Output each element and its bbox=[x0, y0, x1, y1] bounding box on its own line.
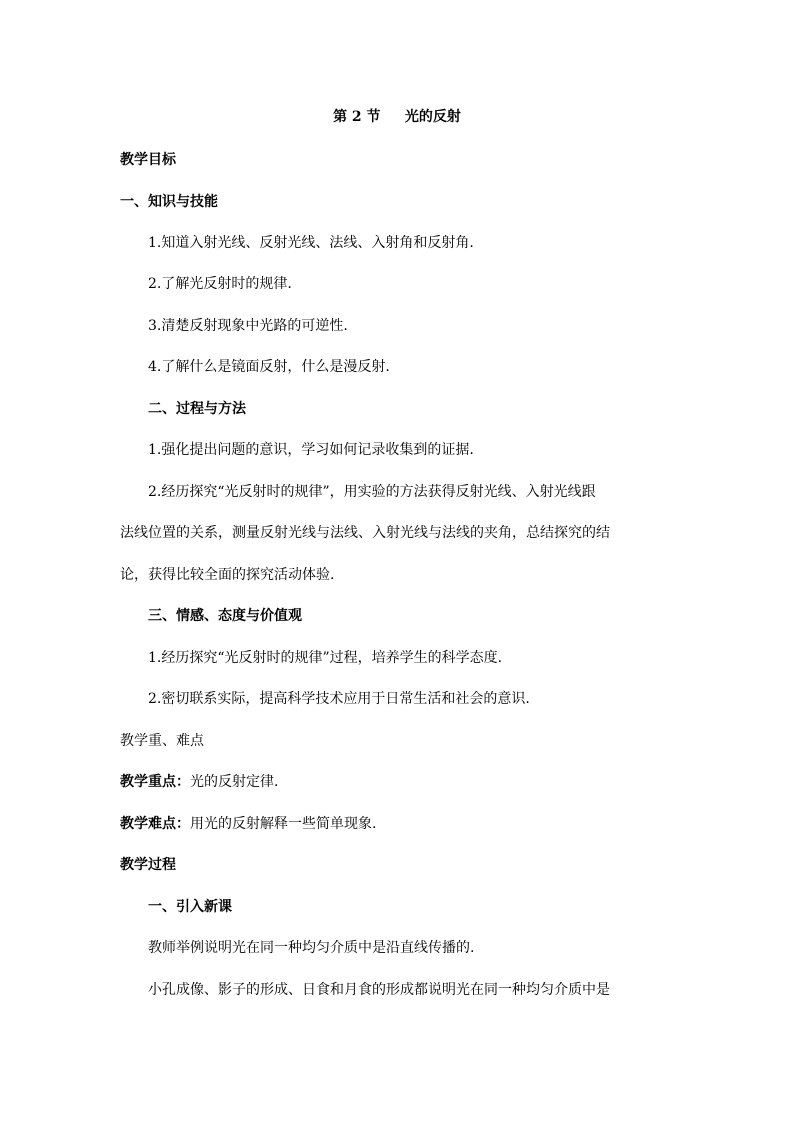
emotion-item-2: 2.密切联系实际，提高科学技术应用于日常生活和社会的意识. bbox=[148, 691, 530, 707]
difficulty-label: 教学难点： bbox=[120, 816, 190, 832]
intro-paragraph-1: 教师举例说明光在同一种均匀介质中是沿直线传播的. bbox=[148, 940, 475, 956]
heading-knowledge-skills: 一、知识与技能 bbox=[120, 194, 218, 210]
key-point-row bbox=[120, 772, 278, 792]
heading-process-methods: 二、过程与方法 bbox=[148, 401, 246, 417]
emotion-item-1: 1.经历探究“光反射时的规律”过程，培养学生的科学态度. bbox=[148, 650, 503, 666]
knowledge-item-4: 4.了解什么是镜面反射，什么是漫反射. bbox=[148, 359, 390, 375]
key-difficulty-heading: 教学重、难点 bbox=[120, 733, 204, 749]
process-item-2-line-2: 法线位置的关系，测量反射光线与法线、入射光线与法线的夹角，总结探究的结 bbox=[120, 525, 610, 541]
key-point-label: 教学重点： bbox=[120, 774, 190, 790]
difficulty-row bbox=[120, 814, 376, 834]
heading-emotion-values: 三、情感、态度与价值观 bbox=[148, 608, 302, 624]
knowledge-item-1: 1.知道入射光线、反射光线、法线、入射角和反射角. bbox=[148, 235, 474, 251]
section-heading-process: 教学过程 bbox=[120, 857, 176, 873]
key-point-text: 光的反射定律. bbox=[190, 774, 279, 790]
knowledge-item-3: 3.清楚反射现象中光路的可逆性. bbox=[148, 318, 348, 334]
section-heading-goals: 教学目标 bbox=[120, 152, 176, 168]
process-item-2-line-1: 2.经历探究“光反射时的规律”，用实验的方法获得反射光线、入射光线跟 bbox=[148, 484, 596, 500]
page-title: 第 2 节 光的反射 bbox=[333, 109, 461, 125]
heading-intro: 一、引入新课 bbox=[148, 899, 232, 915]
difficulty-text: 用光的反射解释一些简单现象. bbox=[190, 816, 377, 832]
process-item-2-line-3: 论，获得比较全面的探究活动体验. bbox=[120, 567, 335, 583]
knowledge-item-2: 2.了解光反射时的规律. bbox=[148, 276, 292, 292]
process-item-1: 1.强化提出问题的意识，学习如何记录收集到的证据. bbox=[148, 442, 474, 458]
intro-paragraph-2: 小孔成像、影子的形成、日食和月食的形成都说明光在同一种均匀介质中是 bbox=[148, 982, 610, 998]
